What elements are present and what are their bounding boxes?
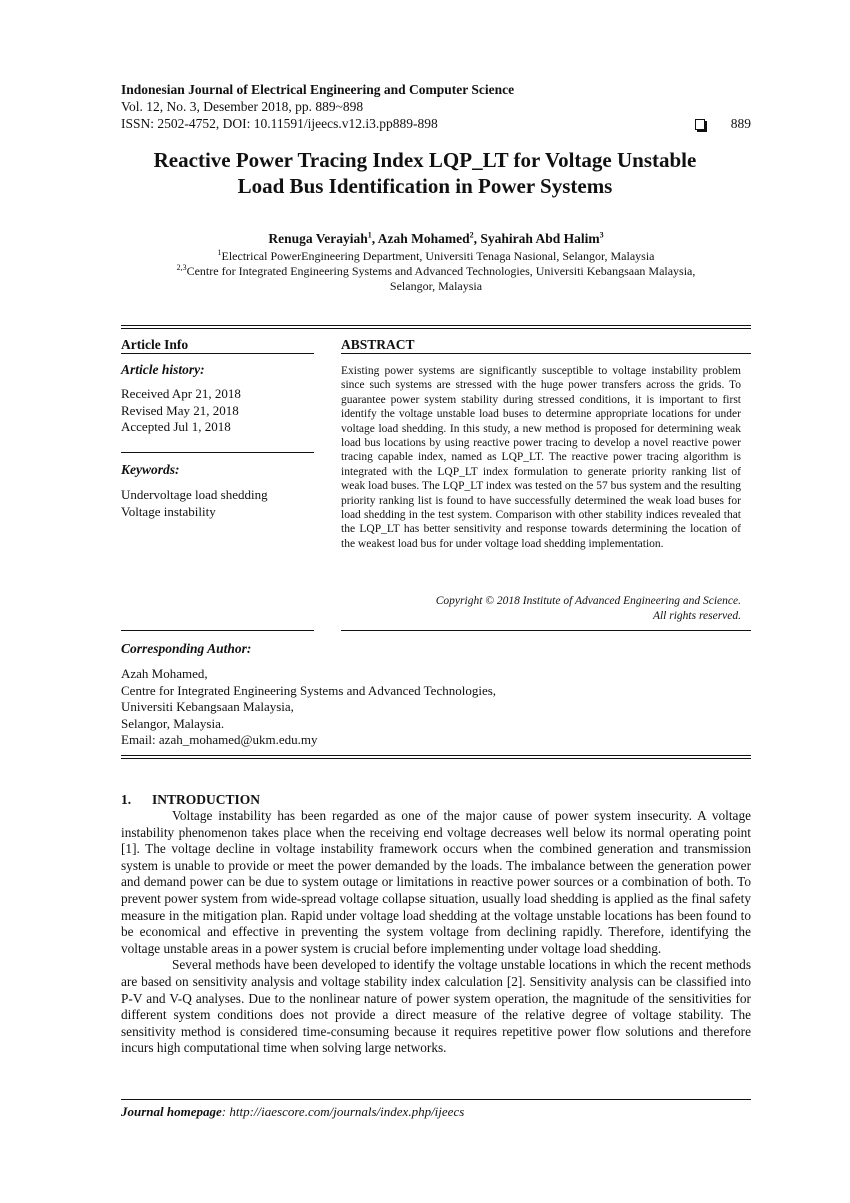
top-rule-1 [121,325,751,326]
journal-name: Indonesian Journal of Electrical Engineering and Computer Science [121,82,515,97]
intro-paragraph-1: Voltage instability has been regarded as one of the major cause of power system insecurity. A voltage instability phenomenon takes place when the receiving end voltage decreases well below its normal operating point [1]. The voltage decline in voltage instability framework occurs when the combined generation and transmission system is unable to provide or meet the power demanded by the loads. The imbalance between the generation power and demand power can be due to system outage or limitations in reactive power sources or a combination of both. To prevent power system from wide-spread voltage collapse situation, usually load shedding is applied as the final safety measure in the mitigation plan. Rapid under voltage load shedding at the voltage unstable locations has been found to be economical and effective in preventing the system voltage from declining rapidly. Therefore, identifying the voltage unstable areas in a power system is crucial before implementing under voltage load shedding. [121,808,751,956]
keywords-list [121,487,268,520]
intro-body [121,808,751,1057]
corresponding-location: Selangor, Malaysia. [121,715,225,731]
abstract-bottom-rule [341,630,751,631]
author-2-sup: 2 [469,230,474,240]
bottom-rule-1 [121,755,751,756]
revised-date: Revised May 21, 2018 [121,402,239,418]
affiliation-1 [121,249,751,264]
top-rule-2 [121,328,751,329]
author-3-sup: 3 [599,230,604,240]
running-header [121,81,751,132]
keywords-rule [121,452,314,453]
author-3: Syahirah Abd Halim [480,231,600,246]
article-info-rule [121,353,314,354]
author-1-sup: 1 [367,230,372,240]
author-2: Azah Mohamed [377,231,470,246]
info-bottom-rule [121,630,314,631]
copyright-line-1: Copyright © 2018 Institute of Advanced Engineering and Science. [435,595,741,607]
author-1: Renuga Verayiah [268,231,368,246]
title-line-1: Reactive Power Tracing Index LQP_LT for Voltage Unstable [153,148,697,172]
title-line-2: Load Bus Identification in Power Systems [237,174,613,198]
affiliation-2 [121,264,751,279]
corresponding-email[interactable]: Email: azah_mohamed@ukm.edu.my [121,732,318,747]
intro-number: 1. [121,792,132,807]
author-list [121,231,751,247]
article-history [121,386,241,436]
author-sep-2: , [473,231,481,246]
intro-title: INTRODUCTION [152,792,261,807]
corresponding-org: Centre for Integrated Engineering Systems and Advanced Technologies, [121,682,497,698]
corresponding-name: Azah Mohamed, [121,666,208,681]
affiliation-2-text: Centre for Integrated Engineering Systems and Advanced Technologies, Universiti Kebangsaan Malaysia, [186,264,696,278]
volume-info: Vol. 12, No. 3, Desember 2018, pp. 889~898 [121,99,364,114]
keyword-item: Voltage instability [121,503,216,519]
homepage-label: Journal homepage [121,1104,222,1119]
intro-paragraph-2: Several methods have been developed to identify the voltage unstable locations in which the recent methods are based on sensitivity analysis and voltage stability index calculation [2]. Sensitivity analysis can be classified into P-V and V-Q analyses. Due to the nonlinear nature of power system operation, the magnitude of the sensitivities for different system conditions does not provide a direct measure of the relative degree of voltage stability. The sensitivity method is considered time-consuming because it requires repetitive power flow solutions and therefore incurs high computational time when solving large networks. [121,957,751,1056]
square-bullet-icon [695,119,705,130]
corresponding-univ: Universiti Kebangsaan Malaysia, [121,699,294,714]
keyword-item: Undervoltage load shedding [121,487,268,502]
issn-doi: ISSN: 2502-4752, DOI: 10.11591/ijeecs.v12.i3.pp889-898 [121,116,438,131]
footer-rule [121,1099,751,1100]
homepage-link[interactable]: http://iaescore.com/journals/index.php/ijeecs [229,1104,465,1119]
abstract-rule [341,353,751,354]
article-info-heading: Article Info [121,337,189,352]
page-number: 889 [730,116,751,131]
affiliation-2-continued: Selangor, Malaysia [389,279,483,293]
affiliation-2-sup: 2,3 [176,263,187,272]
received-date: Received Apr 21, 2018 [121,386,241,401]
corresponding-author-label: Corresponding Author: [121,641,252,656]
copyright-notice [341,594,741,624]
issn-row [121,115,751,132]
article-history-label: Article history: [121,362,205,377]
accepted-date: Accepted Jul 1, 2018 [121,419,231,434]
author-sep-1: , [371,231,378,246]
keywords-label: Keywords: [121,462,180,477]
journal-homepage [121,1104,464,1120]
affiliation-1-text: Electrical PowerEngineering Department, Universiti Tenaga Nasional, Selangor, Malaysia [221,249,655,263]
homepage-sep: : [221,1104,230,1119]
corresponding-author-block [121,666,751,749]
intro-heading [121,792,260,808]
paper-title [100,147,750,199]
page-number-group [695,115,751,132]
copyright-line-2: All rights reserved. [652,610,741,622]
bottom-rule-2 [121,758,751,759]
affiliation-1-sup: 1 [217,248,222,257]
abstract-text: Existing power systems are significantly susceptible to voltage instability problem since such systems are stressed with the huge power transfers across the grids. To guarantee power system stability during stressed conditions, it is important to first identify the voltage unstable load buses to determine appropriate locations for under voltage load shedding. In this study, a new method is proposed for determining weak load bus locations by using reactive power tracing to develop a novel reactive power tracing capable index, named as LQP_LT. The reactive power tracing algorithm is integrated with the LQP_LT index formulation to generate priority ranking list of weak load buses. The LQP_LT index was tested on the 57 bus system and the resulting priority ranking list is found to have successfully determined the weak load buses for load shedding in the test system. Comparison with other stability indices revealed that the LQP_LT has better sensitivity and response towards determining the location of the weakest load bus for under voltage load shedding implementation. [341,365,741,550]
abstract-heading: ABSTRACT [341,337,415,352]
